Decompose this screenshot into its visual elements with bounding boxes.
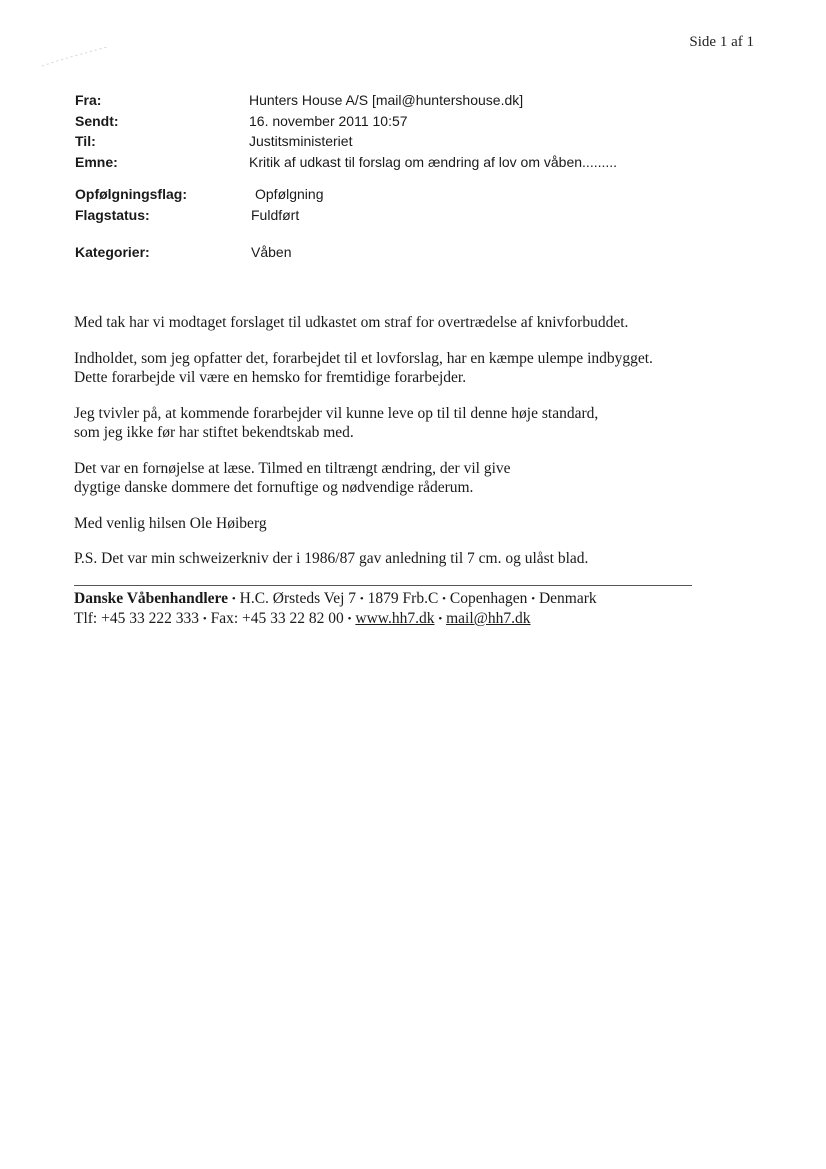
footer-city: Copenhagen (449, 590, 528, 607)
body-paragraph (74, 349, 734, 388)
header-row-followup-flag (75, 184, 715, 205)
from-label: Fra: (75, 92, 102, 108)
bullet-separator: • (359, 593, 364, 605)
body-line: dygtige danske dommere det fornuftige og nødvendige råderum. (74, 479, 474, 496)
company-name: Danske Våbenhandlere (74, 590, 229, 607)
email-link[interactable]: mail@hh7.dk (446, 610, 531, 627)
postscript (74, 549, 734, 569)
signature-footer (74, 589, 597, 629)
flag-status-label: Flagstatus: (75, 206, 150, 223)
footer-address: H.C. Ørsteds Vej 7 (239, 590, 357, 607)
to-value: Justitsministeriet (249, 133, 353, 149)
email-body (74, 313, 734, 585)
header-row-to (75, 131, 715, 152)
header-row-subject (75, 152, 715, 173)
subject-label: Emne: (75, 153, 118, 170)
bullet-separator: • (202, 613, 207, 625)
body-line: Indholdet, som jeg opfatter det, forarbejdet til et lovforslag, har en kæmpe ulempe indbygget. (74, 349, 653, 367)
sent-label: Sendt: (75, 112, 119, 129)
body-line: Dette forarbejde vil være en hemsko for fremtidige forarbejder. (74, 369, 467, 386)
footer-postal: 1879 Frb.C (367, 590, 439, 607)
footer-phone: Tlf: +45 33 222 333 (74, 610, 199, 627)
header-row-categories (75, 242, 715, 263)
body-paragraph (74, 404, 734, 443)
footer-line-contact (74, 609, 597, 629)
header-row-sent (75, 111, 715, 132)
body-line: som jeg ikke før har stiftet bekendtskab med. (74, 424, 354, 441)
body-line: P.S. Det var min schweizerkniv der i 1986/87 gav anledning til 7 cm. og ulåst blad. (74, 550, 589, 567)
subject-value: Kritik af udkast til forslag om ændring af lov om våben......... (249, 153, 618, 170)
page-number: Side 1 af 1 (689, 34, 754, 50)
flag-status-value: Fuldført (251, 206, 300, 223)
body-line: Med venlig hilsen Ole Høiberg (74, 514, 267, 532)
scan-mark-icon (40, 44, 110, 70)
from-value: Hunters House A/S [mail@huntershouse.dk] (249, 92, 524, 108)
categories-label: Kategorier: (75, 244, 150, 260)
body-line: Jeg tvivler på, at kommende forarbejder vil kunne leve op til til denne høje standard, (74, 404, 599, 422)
body-line: Med tak har vi modtaget forslaget til udkastet om straf for overtrædelse af knivforbuddet. (74, 314, 629, 331)
to-label: Til: (75, 133, 96, 149)
bullet-separator: • (531, 593, 536, 605)
followup-flag-label: Opfølgningsflag: (75, 186, 187, 202)
body-line: Det var en fornøjelse at læse. Tilmed en tiltrængt ændring, der vil give (74, 459, 511, 477)
bullet-separator: • (442, 593, 447, 605)
bullet-separator: • (347, 613, 352, 625)
bullet-separator: • (231, 593, 236, 605)
body-paragraph (74, 459, 734, 498)
followup-flag-value: Opfølgning (255, 186, 324, 202)
website-link[interactable]: www.hh7.dk (355, 610, 435, 627)
email-header (75, 90, 715, 263)
body-paragraph (74, 313, 734, 333)
footer-country: Denmark (538, 590, 597, 607)
header-row-from (75, 90, 715, 111)
bullet-separator: • (438, 613, 443, 625)
footer-line-address (74, 589, 597, 609)
categories-value: Våben (251, 244, 292, 260)
footer-fax: Fax: +45 33 22 82 00 (210, 610, 344, 627)
signature-divider (74, 585, 692, 586)
closing-greeting (74, 514, 734, 534)
header-row-flag-status (75, 205, 715, 226)
sent-value: 16. november 2011 10:57 (249, 112, 408, 129)
